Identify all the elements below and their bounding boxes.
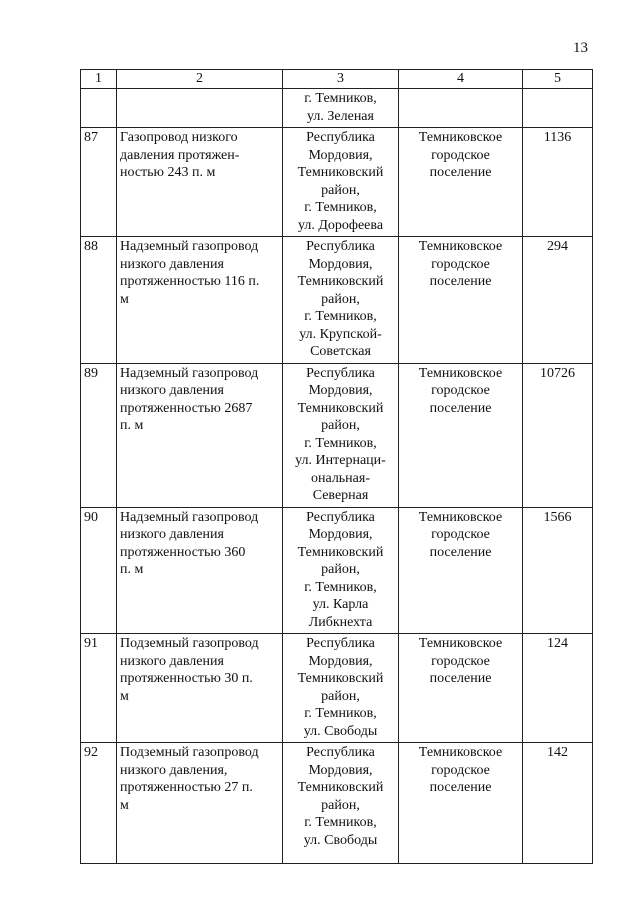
owner-line: городское	[431, 256, 490, 272]
value-cell: 142	[523, 743, 593, 864]
location-cell	[283, 89, 399, 128]
row-number-cell: 89	[81, 363, 117, 507]
location-line: район,	[321, 291, 360, 307]
gas-pipeline-table	[80, 69, 593, 864]
value-cell: 1566	[523, 507, 593, 634]
location-line: ул. Интернаци-	[295, 453, 386, 468]
location-line: Мордовия,	[308, 256, 373, 272]
table-row	[81, 634, 593, 743]
owner-line: поселение	[429, 400, 492, 416]
object-name-line: низкого давления	[120, 256, 224, 272]
object-name-line: протяженностью 360	[120, 544, 246, 560]
owner-line: Темниковское	[418, 239, 503, 254]
object-name-cell	[117, 634, 283, 743]
owner-cell	[399, 128, 523, 237]
owner-line: поселение	[429, 671, 492, 686]
location-line: Мордовия,	[308, 527, 373, 542]
location-line: Мордовия,	[308, 653, 373, 669]
location-line: Советская	[310, 344, 371, 359]
location-line: Темниковский	[297, 165, 384, 180]
location-line: район,	[321, 562, 360, 577]
owner-line: Темниковское	[418, 636, 503, 651]
location-line: район,	[321, 797, 360, 813]
object-name-line: п. м	[120, 562, 144, 577]
owner-line: городское	[431, 762, 490, 778]
object-name-line: протяженностью 30 п.	[120, 671, 253, 686]
location-line: район,	[321, 688, 360, 704]
location-cell	[283, 743, 399, 864]
owner-cell	[399, 237, 523, 364]
object-name-cell	[117, 237, 283, 364]
location-cell	[283, 128, 399, 237]
table-header-row	[81, 70, 593, 89]
row-number-cell: 88	[81, 237, 117, 364]
owner-line: поселение	[429, 165, 492, 180]
header-cell-col1: 1	[81, 70, 117, 89]
table-row	[81, 507, 593, 634]
object-name-cell	[117, 363, 283, 507]
row-number-cell	[81, 89, 117, 128]
value-cell: 124	[523, 634, 593, 743]
location-line: Мордовия,	[308, 383, 373, 398]
location-line: Республика	[306, 130, 375, 145]
location-line: Республика	[306, 636, 375, 651]
object-name-line: давления протяжен-	[120, 147, 240, 163]
object-name-line: протяженностью 116 п.	[120, 274, 260, 289]
row-number-cell: 87	[81, 128, 117, 237]
header-cell-col5: 5	[523, 70, 593, 89]
object-name-line: м	[120, 797, 129, 813]
location-line: ональная-	[310, 470, 370, 486]
location-line: Мордовия,	[308, 762, 373, 778]
location-line: Республика	[306, 365, 375, 381]
owner-cell	[399, 89, 523, 128]
object-name-line: низкого давления	[120, 653, 224, 669]
owner-line: Темниковское	[418, 130, 503, 145]
location-line: Республика	[306, 745, 375, 760]
header-cell-col2: 2	[117, 70, 283, 89]
location-line: Темниковский	[297, 671, 384, 686]
location-cell	[283, 237, 399, 364]
owner-cell	[399, 743, 523, 864]
object-name-line: Надземный газопровод	[120, 509, 259, 525]
header-cell-col4: 4	[399, 70, 523, 89]
object-name-line: низкого давления	[120, 383, 224, 398]
location-line: г. Темников,	[304, 200, 377, 215]
location-line: Мордовия,	[308, 147, 373, 163]
location-line: Северная	[312, 488, 369, 503]
object-name-line: протяженностью 27 п.	[120, 780, 253, 795]
value-cell	[523, 89, 593, 128]
object-name-line: низкого давления,	[120, 762, 228, 778]
object-name-cell	[117, 743, 283, 864]
object-name-cell	[117, 128, 283, 237]
page-number: 13	[573, 40, 588, 56]
object-name-line: Надземный газопровод	[120, 239, 259, 254]
object-name-line: Подземный газопровод	[120, 745, 259, 760]
location-line: Темниковский	[297, 544, 384, 560]
location-line: ул. Дорофеева	[297, 217, 384, 233]
object-name-line: м	[120, 291, 129, 307]
value-cell: 1136	[523, 128, 593, 237]
value-cell: 294	[523, 237, 593, 364]
location-cell	[283, 507, 399, 634]
location-line: ул. Крупской-	[299, 326, 382, 342]
table-row	[81, 743, 593, 864]
location-line: Темниковский	[297, 780, 384, 795]
location-line: Республика	[306, 239, 375, 254]
location-line: Темниковский	[297, 400, 384, 416]
owner-line: поселение	[429, 544, 492, 560]
owner-cell	[399, 634, 523, 743]
location-line: ул. Свободы	[303, 832, 378, 848]
table-row	[81, 237, 593, 364]
owner-line: городское	[431, 527, 490, 542]
owner-line: городское	[431, 383, 490, 398]
owner-line: Темниковское	[418, 745, 503, 760]
object-name-line: низкого давления	[120, 527, 224, 542]
value-cell: 10726	[523, 363, 593, 507]
object-name-line: Подземный газопровод	[120, 636, 259, 651]
object-name-cell	[117, 89, 283, 128]
location-line: район,	[321, 182, 360, 198]
location-line: г. Темников,	[304, 706, 377, 721]
location-line: ул. Зеленая	[307, 108, 374, 124]
object-name-line: протяженностью 2687	[120, 400, 253, 416]
location-cell	[283, 363, 399, 507]
owner-line: поселение	[429, 780, 492, 795]
owner-cell	[399, 507, 523, 634]
table-row	[81, 128, 593, 237]
owner-line: Темниковское	[418, 365, 503, 381]
header-cell-col3: 3	[283, 70, 399, 89]
row-number-cell: 90	[81, 507, 117, 634]
row-number-cell: 92	[81, 743, 117, 864]
location-line: Либкнехта	[308, 614, 373, 630]
object-name-cell	[117, 507, 283, 634]
location-line: ул. Карла	[312, 597, 369, 612]
object-name-line: п. м	[120, 418, 144, 433]
object-name-line: Газопровод низкого	[120, 130, 238, 145]
location-line: г. Темников,	[304, 815, 377, 830]
location-line: Республика	[306, 509, 375, 525]
location-line: г. Темников,	[304, 579, 377, 595]
location-line: Темниковский	[297, 274, 384, 289]
location-line: ул. Свободы	[303, 723, 378, 739]
owner-line: поселение	[429, 274, 492, 289]
object-name-line: Надземный газопровод	[120, 365, 259, 381]
owner-line: городское	[431, 653, 490, 669]
table-row	[81, 89, 593, 128]
object-name-line: ностью 243 п. м	[120, 165, 216, 180]
owner-line: Темниковское	[418, 509, 503, 525]
owner-line: городское	[431, 147, 490, 163]
owner-cell	[399, 363, 523, 507]
location-line: г. Темников,	[304, 435, 377, 451]
location-line: г. Темников,	[304, 91, 377, 106]
object-name-line: м	[120, 688, 129, 704]
row-number-cell: 91	[81, 634, 117, 743]
location-line: район,	[321, 418, 360, 433]
location-line: г. Темников,	[304, 309, 377, 324]
location-cell	[283, 634, 399, 743]
table-row	[81, 363, 593, 507]
